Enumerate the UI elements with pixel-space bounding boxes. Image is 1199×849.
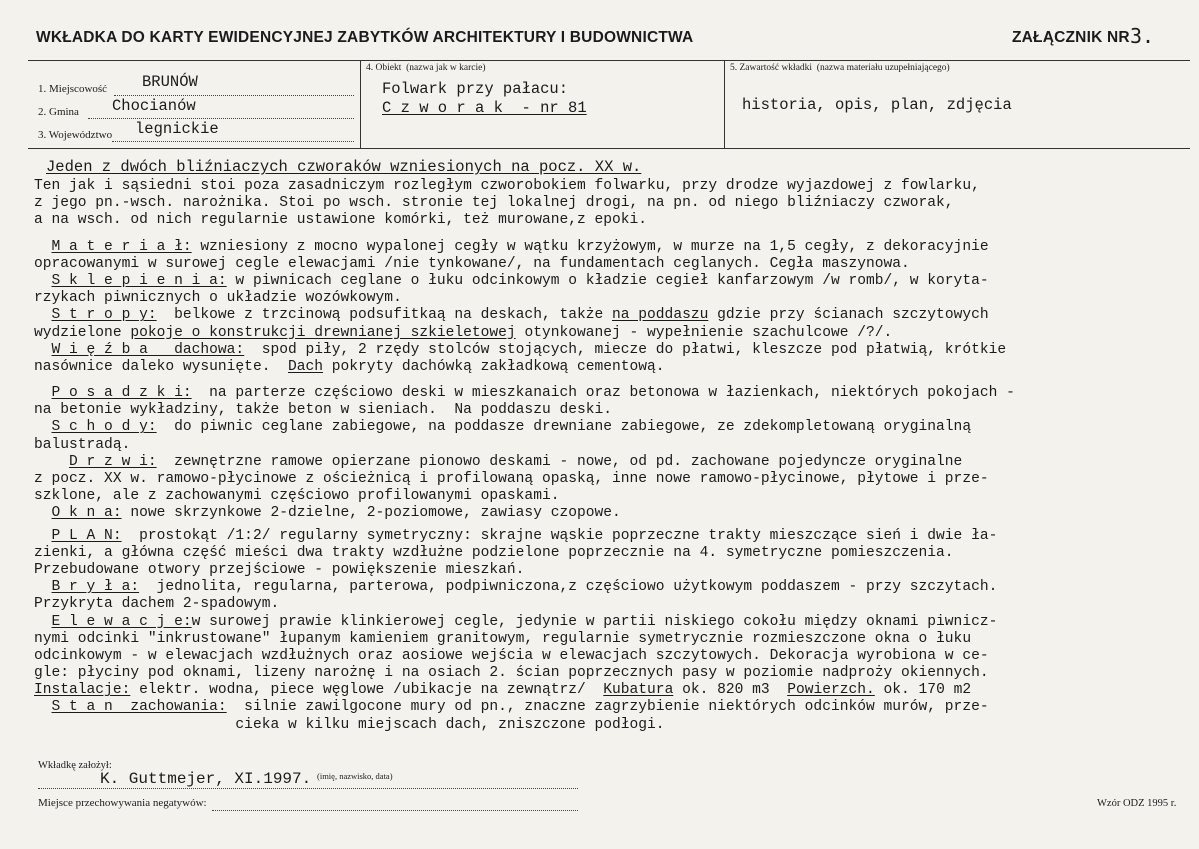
body-heading (46, 158, 641, 176)
zalozyl-label: Wkładkę założył: (38, 760, 112, 771)
sklepienia-text-1: w piwnicach ceglane o łuku odcinkowym o kładzie cegieł kanfarzowym /w romb/, w koryta- (226, 272, 989, 289)
intro-line-1: Ten jak i sąsiedni stoi poza zasadniczym rozległym czworobokiem folwarku, przy drodze wyjazdowej z fowlarku, (34, 178, 980, 194)
gmina-value: Chocianów (112, 97, 196, 115)
stropy-text-1c: gdzie przy ścianach szczytowych (708, 307, 989, 324)
material-line-1 (34, 239, 1194, 256)
negatywy-label: Miejsce przechowywania negatywów: (38, 797, 207, 809)
attachment-label: ZAŁĄCZNIK NR (1012, 29, 1130, 46)
schody-line-1 (34, 419, 1194, 436)
stan-line-2: cieka w kilku miejscach dach, zniszczone podłogi. (34, 716, 665, 733)
miejscowosc-dots (114, 95, 354, 96)
document-title: WKŁADKA DO KARTY EWIDENCYJNEJ ZABYTKÓW ARCHITEKTURY I BUDOWNICTWA (36, 29, 694, 46)
sklepienia-label: S k l e p i e n i a: (51, 272, 227, 289)
elewacje-label: E l e w a c j e: (51, 613, 192, 630)
plan-line-3: Przebudowane otwory przejściowe - powiększenie mieszkań. (34, 561, 525, 578)
drzwi-line-3: szklone, ale z zachowanymi częściowo profilowanymi opaskami. (34, 488, 560, 505)
material-text-1: wzniesiony z mocno wypalonej cegły w wątku krzyżowym, w murze na 1,5 cegły, z dekoracyjnie (191, 238, 989, 255)
elewacje-line-4: gle: płyciny pod oknami, lizeny narożnę i na osiach 2. ścian poprzecznych pasy w poziomie nadproży okiennych. (34, 665, 989, 682)
plan-line-1 (34, 528, 1194, 545)
elewacje-text-1: w surowej prawie klinkierowej cegle, jedynie w partii niskiego cokołu między oknami piwnicz- (191, 613, 998, 630)
bryla-label: B r y ł a: (51, 579, 140, 596)
obiekt-number: - nr 81 (502, 99, 587, 117)
kubatura-text: ok. 820 m3 (673, 682, 788, 699)
posadzki-text-1: na parterze częściowo deski w mieszkanaich oraz betonowa w łazienkach, niektórych pokojach - (191, 385, 1015, 402)
body-text (34, 178, 1194, 734)
wiezba-text-1: spod piły, 2 rzędy stolców stojących, miecze do płatwi, kleszcze pod płatwią, krótkie (244, 341, 1007, 358)
wiezba-dach: Dach (287, 358, 324, 375)
okna-label: O k n a: (51, 505, 122, 522)
box-divider-1 (360, 60, 361, 148)
schody-text-1: do piwnic ceglane zabiegowe, na poddasze drewniane zabiegowe, ze zdekompletowaną oryginalną (156, 419, 972, 436)
material-line-2: opracowanymi w surowej cegle elewacjami /nie tynkowane/, na fundamentach ceglanych. Cegła maszynowa. (34, 255, 910, 272)
stropy-poddasze: na poddaszu (612, 307, 709, 324)
wojewodztwo-label: 3. Województwo (38, 129, 113, 141)
bryla-text-1: jednolita, regularna, parterowa, podpiwniczona,z częściowo użytkowym poddaszem - przy szczytach. (139, 579, 998, 596)
wiezba-line-1 (34, 342, 1194, 359)
sklepienia-line-2: rzykach piwnicznych o układzie wozówkowym. (34, 290, 402, 307)
sklepienia-line-1 (34, 273, 1194, 290)
drzwi-line-2: z pocz. XX w. ramowo-płycinowe z ościeżnicą i profilowaną opaską, inne nowe ramowo-płycinowe, płytowe i prze- (34, 471, 989, 487)
bryla-line-1 (34, 579, 1194, 596)
negatywy-dots (212, 810, 578, 811)
plan-label: P L A N: (51, 527, 122, 544)
instalacje-label: Instalacje: (34, 682, 131, 699)
wojewodztwo-value: legnickie (135, 120, 219, 138)
box-top-border (28, 60, 1190, 61)
wiezba-label: W i ę ź b a dachowa: (51, 341, 245, 358)
stropy-text-2c: otynkowanej - wypełnienie szachulcowe /?/. (515, 324, 893, 341)
stropy-line-1 (34, 307, 1194, 324)
stropy-text-1a: belkowe z trzcinową podsufitkaą na deskach, także (156, 307, 613, 324)
stan-line-1 (34, 699, 1194, 716)
schody-line-2: balustradą. (34, 436, 131, 453)
gmina-label: 2. Gmina (38, 106, 79, 118)
obiekt-czworak: C z w o r a k (382, 99, 503, 117)
intro-line-3: a na wsch. od nich regularnie ustawione komórki, też murowane,z epoki. (34, 212, 648, 229)
wiezba-text-2a: nasównice daleko wysunięte. (34, 358, 288, 375)
zalozyl-hint: (imię, nazwisko, data) (317, 771, 393, 781)
okna-text: nowe skrzynkowe 2-dzielne, 2-poziomowe, zawiasy czopowe. (121, 505, 621, 522)
wiezba-line-2 (34, 359, 1194, 376)
elewacje-line-1 (34, 614, 1194, 631)
box-bottom-border (28, 148, 1190, 149)
intro-line-2: z jego pn.-wsch. narożnika. Stoi po wsch. stronie tej lokalnej drogi, na pn. od niego bliźniaczy czworak, (34, 195, 954, 212)
kubatura-label: Kubatura (603, 682, 674, 699)
stropy-label: S t r o p y: (51, 307, 157, 324)
material-label: M a t e r i a ł: (51, 238, 192, 255)
instalacje-line (34, 682, 1194, 699)
stropy-line-2 (34, 325, 1194, 342)
drzwi-text-1: zewnętrzne ramowe opierzane pionowo deskami - nowe, od pd. zachowane pojedyncze oryginalne (156, 453, 963, 470)
elewacje-line-3: odcinkowym - w elewacjach wzdłużnych oraz aosiowe wejścia w elewacjach szczytowych. Dekoracja wyrobiona w ce- (34, 647, 989, 664)
zalozyl-value: K. Guttmejer, XI.1997. (100, 770, 312, 788)
obiekt-line1: Folwark przy pałacu: (382, 80, 569, 98)
obiekt-label: 4. Obiekt (nazwa jak w karcie) (366, 63, 486, 73)
wiezba-text-2c: pokryty dachówką zakładkową cementową. (323, 358, 665, 375)
schody-label: S c h o d y: (51, 419, 157, 436)
zawartosc-label: 5. Zawartość wkładki (nazwa materiału uzupełniającego) (730, 63, 950, 73)
form-version: Wzór ODZ 1995 r. (1097, 798, 1177, 809)
stan-label: S t a n zachowania: (51, 699, 227, 716)
posadzki-label: P o s a d z k i: (51, 385, 192, 402)
bryla-line-2: Przykryta dachem 2-spadowym. (34, 596, 280, 613)
stropy-konstrukcja: pokoje o konstrukcji drewnianej szkieletowej (130, 324, 516, 341)
miejscowosc-label: 1. Miejscowość (38, 83, 108, 95)
wojewodztwo-dots (112, 141, 354, 142)
body-heading-text: Jeden z dwóch bliźniaczych czworaków wzniesionych na pocz. XX w. (46, 158, 642, 176)
posadzki-line-2: na betonie wykładziny, także beton w sieniach. Na poddaszu deski. (34, 402, 613, 419)
box-divider-2 (724, 60, 725, 148)
obiekt-line2 (382, 99, 587, 117)
zalozyl-dots (38, 788, 578, 789)
plan-line-2: zienki, a główna część mieści dwa trakty wzdłużne podzielone poprzecznie na 4. symetryczne pomieszczenia. (34, 544, 954, 561)
powierzchnia-label: Powierzch. (787, 682, 875, 699)
gmina-dots (88, 118, 354, 119)
drzwi-label: D r z w i: (69, 453, 157, 470)
instalacje-text: elektr. wodna, piece węglowe /ubikacje na zewnątrz/ (130, 682, 604, 699)
plan-text-1: prostokąt /1:2/ regularny symetryczny: skrajne wąskie poprzeczne trakty mieszczące sień i dwie ła- (121, 527, 998, 544)
stan-text-1: silnie zawilgocone mury od pn., znaczne zagrzybienie niektórych odcinków murów, prze- (226, 699, 989, 716)
elewacje-line-2: nymi odcinki "inkrustowane" łupanym kamieniem granitowym, regularnie symetrycznie rozmieszczone okna o łuku (34, 630, 972, 647)
drzwi-line-1 (34, 454, 1194, 471)
attachment-number: 3. (1130, 24, 1155, 48)
okna-line (34, 505, 1194, 522)
miejscowosc-value: BRUNÓW (142, 73, 198, 91)
zawartosc-value: historia, opis, plan, zdjęcia (742, 96, 1012, 114)
stropy-text-2a: wydzielone (34, 324, 131, 341)
posadzki-line-1 (34, 385, 1194, 402)
powierzchnia-text: ok. 170 m2 (874, 682, 972, 699)
